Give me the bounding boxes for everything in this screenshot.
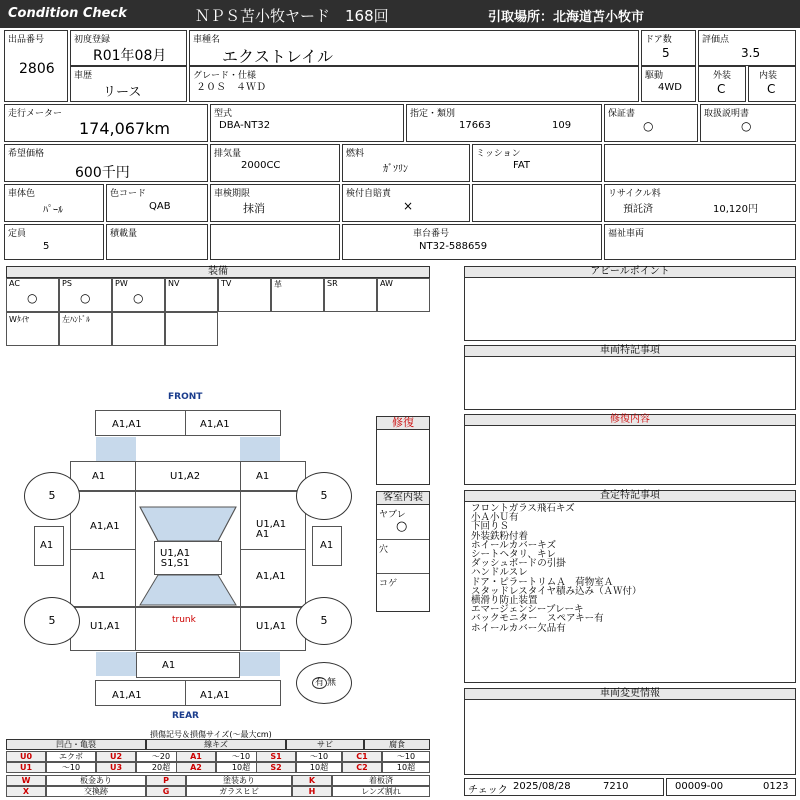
legend-cell: 10超 — [382, 762, 430, 773]
repair-body — [376, 429, 430, 485]
fuel: ｶﾞｿﾘﾝ — [383, 164, 408, 175]
front-label: FRONT — [168, 392, 203, 402]
interior-hole-label: 穴 — [379, 545, 389, 555]
inspection-notes-title: 査定特記事項 — [464, 490, 796, 502]
warranty-box: 保証書 ○ — [604, 104, 698, 142]
mission: FAT — [513, 160, 531, 171]
recycle-box: リサイクル料 預託済 10,120円 — [604, 184, 796, 222]
load-box: 積載量 — [106, 224, 208, 260]
inspection: 抹消 — [243, 202, 265, 215]
inspection-note-line: バックモニター スペアキー有 — [471, 613, 604, 625]
front-bumper-right: A1,A1 — [200, 419, 230, 430]
legend-cell: C1 — [342, 751, 382, 762]
interior-title: 客室内装 — [376, 491, 430, 505]
special-body — [464, 356, 796, 410]
fuel-box: 燃料 ｶﾞｿﾘﾝ — [342, 144, 470, 182]
rear-bumper-left: A1,A1 — [112, 690, 142, 701]
legend-cell: 塗装あり — [186, 775, 292, 786]
legend-cell: K — [292, 775, 332, 786]
legend-cell: ガラスヒビ — [186, 786, 292, 797]
equipment-title: 装備 — [6, 266, 430, 278]
footer-numbers — [666, 778, 796, 796]
inspection-note-line: 横滑り防止装置 — [471, 595, 538, 607]
inspection-note-line: 外装鉄粉付着 — [471, 530, 529, 542]
inspection-note-line: ホイールカバー欠品有 — [471, 622, 566, 634]
equipment-tv: TV — [218, 278, 271, 312]
equipment-革: 革 — [271, 278, 324, 312]
doors: 5 — [662, 46, 670, 60]
rear-label: REAR — [172, 711, 199, 721]
inspection-notes-body — [464, 501, 796, 683]
rear-panel: A1 — [162, 660, 176, 671]
check-label: チェック — [468, 785, 508, 796]
legend-cell: 着板済 — [332, 775, 430, 786]
blank-mid-4 — [472, 184, 602, 222]
history: リース — [103, 85, 142, 100]
change-info-body — [464, 699, 796, 775]
legend-cell: 10超 — [216, 762, 266, 773]
model-box: 車種名 エクストレイル — [189, 30, 639, 66]
interior-burn-label: コゲ — [379, 579, 398, 589]
equipment-ps: PS ○ — [59, 278, 112, 312]
legend-cell: A1 — [176, 751, 216, 762]
type: DBA-NT32 — [219, 120, 271, 131]
capacity: 5 — [43, 241, 50, 252]
int: C — [767, 82, 776, 96]
equipment-extra-2 — [112, 312, 165, 346]
legend-cell: 板金あり — [46, 775, 146, 786]
header-left: Condition Check — [8, 6, 127, 21]
rear-door-left: A1 — [92, 571, 106, 582]
hood: U1,A2 — [170, 471, 201, 482]
displacement-box: 排気量 2000CC — [210, 144, 340, 182]
check-date: 2025/08/28 — [513, 781, 571, 792]
legend-cell: 交換跡 — [46, 786, 146, 797]
inspection-note-line: ドア・ピラートリムＡ 荷物室Ａ — [471, 576, 614, 588]
legend-cell: 〜20 — [136, 751, 186, 762]
legend-cell: エクボ — [46, 751, 96, 762]
inspection-note-line: 下回りＳ — [471, 521, 510, 533]
header-center: ＮＰＳ苫小牧ヤード 168回 — [195, 7, 389, 25]
legend-cell: 〜10 — [296, 751, 342, 762]
legend-head: サビ — [286, 739, 364, 750]
inspection-notes-list — [471, 504, 642, 633]
history-box: 車歴 リース — [70, 66, 187, 102]
legend-cell: S1 — [256, 751, 296, 762]
spare-yes: 有 — [312, 677, 327, 689]
capacity-box: 定員 5 — [4, 224, 104, 260]
check-code: 7210 — [603, 781, 629, 792]
legend-cell: U1 — [6, 762, 46, 773]
grade: ２０Ｓ ４ＷＤ — [196, 82, 266, 93]
equipment-sr: SR — [324, 278, 377, 312]
insurance-box: 検付自賠責 × — [342, 184, 470, 222]
spare-tire — [296, 662, 352, 704]
int-box: 内装 C — [748, 66, 796, 102]
front-door-left: A1,A1 — [90, 521, 120, 532]
quarter-left: U1,A1 — [90, 621, 121, 632]
tire-front-right: 5 — [296, 472, 352, 520]
sill-left: A1 — [40, 540, 54, 551]
trunk-label: trunk — [172, 615, 196, 625]
category: 109 — [552, 120, 572, 131]
equipment-aw: AW — [377, 278, 430, 312]
roof: U1,A1 S1,S1 — [160, 548, 191, 569]
doors-box: ドア数 5 — [641, 30, 696, 66]
legend-cell: 〜10 — [46, 762, 96, 773]
change-info-title: 車両変更情報 — [464, 688, 796, 700]
legend-cell: P — [146, 775, 186, 786]
inspection-note-line: フロントガラス飛石キズ — [471, 503, 575, 514]
color-box: 車体色 ﾊﾟｰﾙ — [4, 184, 104, 222]
inspection-note-line: エマージェンシーブレーキ — [471, 604, 584, 616]
legend-cell: S2 — [256, 762, 296, 773]
price: 600千円 — [75, 165, 130, 181]
inspection-note-line: シートヘタリ、キレ — [471, 549, 556, 561]
special-title: 車両特記事項 — [464, 345, 796, 357]
chassis: NT32-588659 — [419, 241, 488, 252]
color-code-box: 色コード QAB — [106, 184, 208, 222]
equipment-ac: AC ○ — [6, 278, 59, 312]
score: 3.5 — [741, 46, 761, 60]
type-box: 型式 DBA-NT32 — [210, 104, 404, 142]
inspection-note-line: ホイールカバーキズ — [471, 539, 557, 551]
legend-cell: U2 — [96, 751, 136, 762]
legend-title: 損傷記号＆損傷サイズ(〜最大cm) — [150, 730, 272, 739]
recycle-status: 預託済 — [623, 204, 653, 215]
warranty: ○ — [643, 119, 654, 133]
legend-cell: W — [6, 775, 46, 786]
legend-cell: 20超 — [136, 762, 186, 773]
inspection-note-line: 小Ａ小Ｕ有 — [471, 512, 519, 524]
equipment-extra-3 — [165, 312, 218, 346]
legend-cell: 10超 — [296, 762, 342, 773]
score-box: 評価点 3.5 — [698, 30, 796, 66]
reg: R01年08月 — [93, 48, 167, 64]
mileage: 174,067km — [79, 119, 171, 138]
footer-check — [464, 778, 664, 796]
legend-cell: X — [6, 786, 46, 797]
legend-cell: H — [292, 786, 332, 797]
repair-content-body — [464, 425, 796, 485]
legend-cell: G — [146, 786, 186, 797]
legend-cell: U0 — [6, 751, 46, 762]
tire-rear-left: 5 — [24, 597, 80, 645]
interior-tear-mark: ○ — [396, 519, 408, 534]
color-code: QAB — [149, 201, 171, 212]
inspection-box: 車検期限 抹消 — [210, 184, 340, 222]
header-right: 引取場所：北海道苫小牧市 — [488, 10, 645, 25]
legend-head: 腐食 — [364, 739, 430, 750]
footer-num1: 00009-00 — [675, 781, 724, 792]
rear-door-right: A1,A1 — [256, 571, 286, 582]
chassis-box: 車台番号 NT32-588659 — [342, 224, 602, 260]
interior-tear-label: ヤブレ — [379, 510, 406, 520]
lot-box: 出品番号 2806 — [4, 30, 68, 102]
interior-body — [376, 504, 430, 612]
displacement: 2000CC — [241, 160, 281, 171]
equipment-pw: PW ○ — [112, 278, 165, 312]
equipment-extra-0: Wﾀｲﾔ — [6, 312, 59, 346]
legend-cell: 〜10 — [382, 751, 430, 762]
sill-right: A1 — [320, 540, 334, 551]
quarter-right: U1,A1 — [256, 621, 287, 632]
designation: 17663 — [459, 120, 491, 131]
equipment-extra-1: 左ﾊﾝﾄﾞﾙ — [59, 312, 112, 346]
appeal-body — [464, 277, 796, 341]
front-door-right: U1,A1 A1 — [256, 519, 287, 540]
reg-box: 初度登録 R01年08月 — [70, 30, 187, 66]
repair-title: 修復 — [376, 416, 430, 430]
repair-content-title: 修復内容 — [464, 414, 796, 426]
lot-no: 2806 — [19, 61, 55, 77]
inspection-note-line: ハンドルスレ — [471, 567, 528, 579]
insurance: × — [403, 199, 414, 213]
designation-box: 指定・類別 17663 109 — [406, 104, 602, 142]
front-bumper-left: A1,A1 — [112, 419, 142, 430]
mission-box: ミッション FAT — [472, 144, 602, 182]
ext-box: 外装 C — [698, 66, 746, 102]
legend-cell: レンズ割れ — [332, 786, 430, 797]
legend-head: 凹凸・亀裂 — [6, 739, 146, 750]
fender-right: A1 — [256, 471, 270, 482]
drive-box: 駆動 4WD — [641, 66, 696, 102]
legend-cell: 〜10 — [216, 751, 266, 762]
equipment-nv: NV — [165, 278, 218, 312]
legend-head: 線キズ — [146, 739, 286, 750]
footer-num2: 0123 — [763, 781, 789, 792]
legend-cell: U3 — [96, 762, 136, 773]
grade-box: グレード・仕様 ２０Ｓ ４ＷＤ — [189, 66, 639, 102]
rear-bumper-right: A1,A1 — [200, 690, 230, 701]
blank-right-3 — [604, 144, 796, 182]
manual-box: 取扱説明書 ○ — [700, 104, 796, 142]
price-box: 希望価格 600千円 — [4, 144, 208, 182]
blank-5 — [210, 224, 340, 260]
welfare-box: 福祉車両 — [604, 224, 796, 260]
legend-cell: C2 — [342, 762, 382, 773]
fender-left: A1 — [92, 471, 106, 482]
mileage-box: 走行メーター 174,067km — [4, 104, 208, 142]
spare-no: 無 — [327, 678, 337, 688]
drive: 4WD — [658, 82, 682, 93]
inspection-note-line: スタッドレスタイヤ積み込み（ＡＷ付） — [471, 585, 642, 597]
ext: C — [717, 82, 726, 96]
manual: ○ — [741, 119, 752, 133]
color: ﾊﾟｰﾙ — [43, 205, 63, 216]
tire-front-left: 5 — [24, 472, 80, 520]
model: エクストレイル — [222, 47, 334, 66]
inspection-note-line: ダッシュボードの引掛 — [471, 558, 566, 570]
header-bar — [0, 0, 800, 28]
recycle-fee: 10,120円 — [713, 204, 758, 215]
legend-cell: A2 — [176, 762, 216, 773]
appeal-title: アピールポイント — [464, 266, 796, 278]
tire-rear-right: 5 — [296, 597, 352, 645]
